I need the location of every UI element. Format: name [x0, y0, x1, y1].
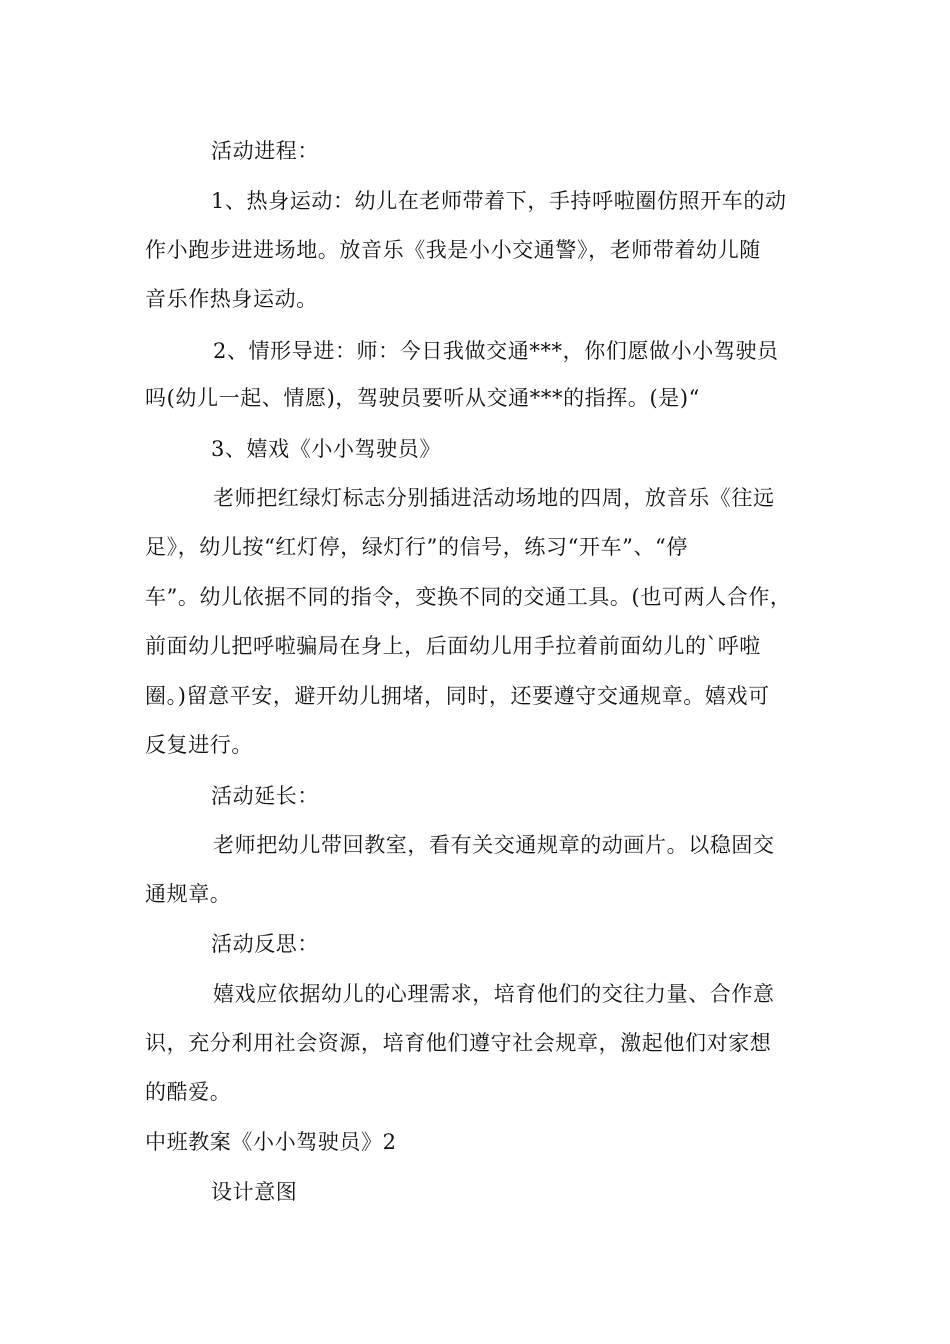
heading-activity-reflection: 活动反思： [211, 932, 319, 956]
paragraph-line: 前面幼儿把呼啦骗局在身上，后面幼儿用手拉着前面幼儿的`呼啦 [145, 634, 761, 658]
paragraph-line: 圈。)留意平安，避开幼儿拥堵，同时，还要遵守交通规章。嬉戏可 [145, 684, 770, 708]
paragraph-line: 足》，幼儿按“红灯停，绿灯行”的信号，练习“开车”、“停 [145, 535, 688, 559]
paragraph-line: 3、嬉戏《小小驾驶员》 [211, 437, 441, 461]
paragraph-line: 车”。幼儿依据不同的指令，变换不同的交通工具。(也可两人合作， [145, 585, 792, 609]
paragraph-line: 老师把幼儿带回教室，看有关交通规章的动画片。以稳固交 [213, 833, 775, 857]
heading-activity-extension: 活动延长： [211, 784, 319, 808]
paragraph-line: 的酷爱。 [145, 1080, 232, 1104]
paragraph-line: 吗(幼儿一起、情愿)，驾驶员要听从交通***的指挥。(是)“ [145, 386, 701, 410]
paragraph-line: 反复进行。 [145, 733, 253, 757]
paragraph-line: 1、热身运动：幼儿在老师带着下，手持呼啦圈仿照开车的动 [211, 189, 787, 213]
paragraph-line: 音乐作热身运动。 [145, 287, 318, 311]
paragraph-line: 作小跑步进进场地。放音乐《我是小小交通警》，老师带着幼儿随 [145, 238, 761, 262]
paragraph-line: 老师把红绿灯标志分别插进活动场地的四周，放音乐《往远 [213, 486, 775, 510]
paragraph-line: 识，充分利用社会资源，培育他们遵守社会规章，激起他们对家想 [145, 1031, 772, 1055]
paragraph-line: 2、情形导进：师：今日我做交通***，你们愿做小小驾驶员 [213, 339, 779, 363]
heading-design-intent: 设计意图 [211, 1180, 298, 1204]
section-title: 中班教案《小小驾驶员》2 [145, 1130, 397, 1154]
heading-activity-process: 活动进程： [211, 139, 319, 163]
paragraph-line: 嬉戏应依据幼儿的心理需求，培育他们的交往力量、合作意 [213, 982, 775, 1006]
paragraph-line: 通规章。 [145, 882, 232, 906]
